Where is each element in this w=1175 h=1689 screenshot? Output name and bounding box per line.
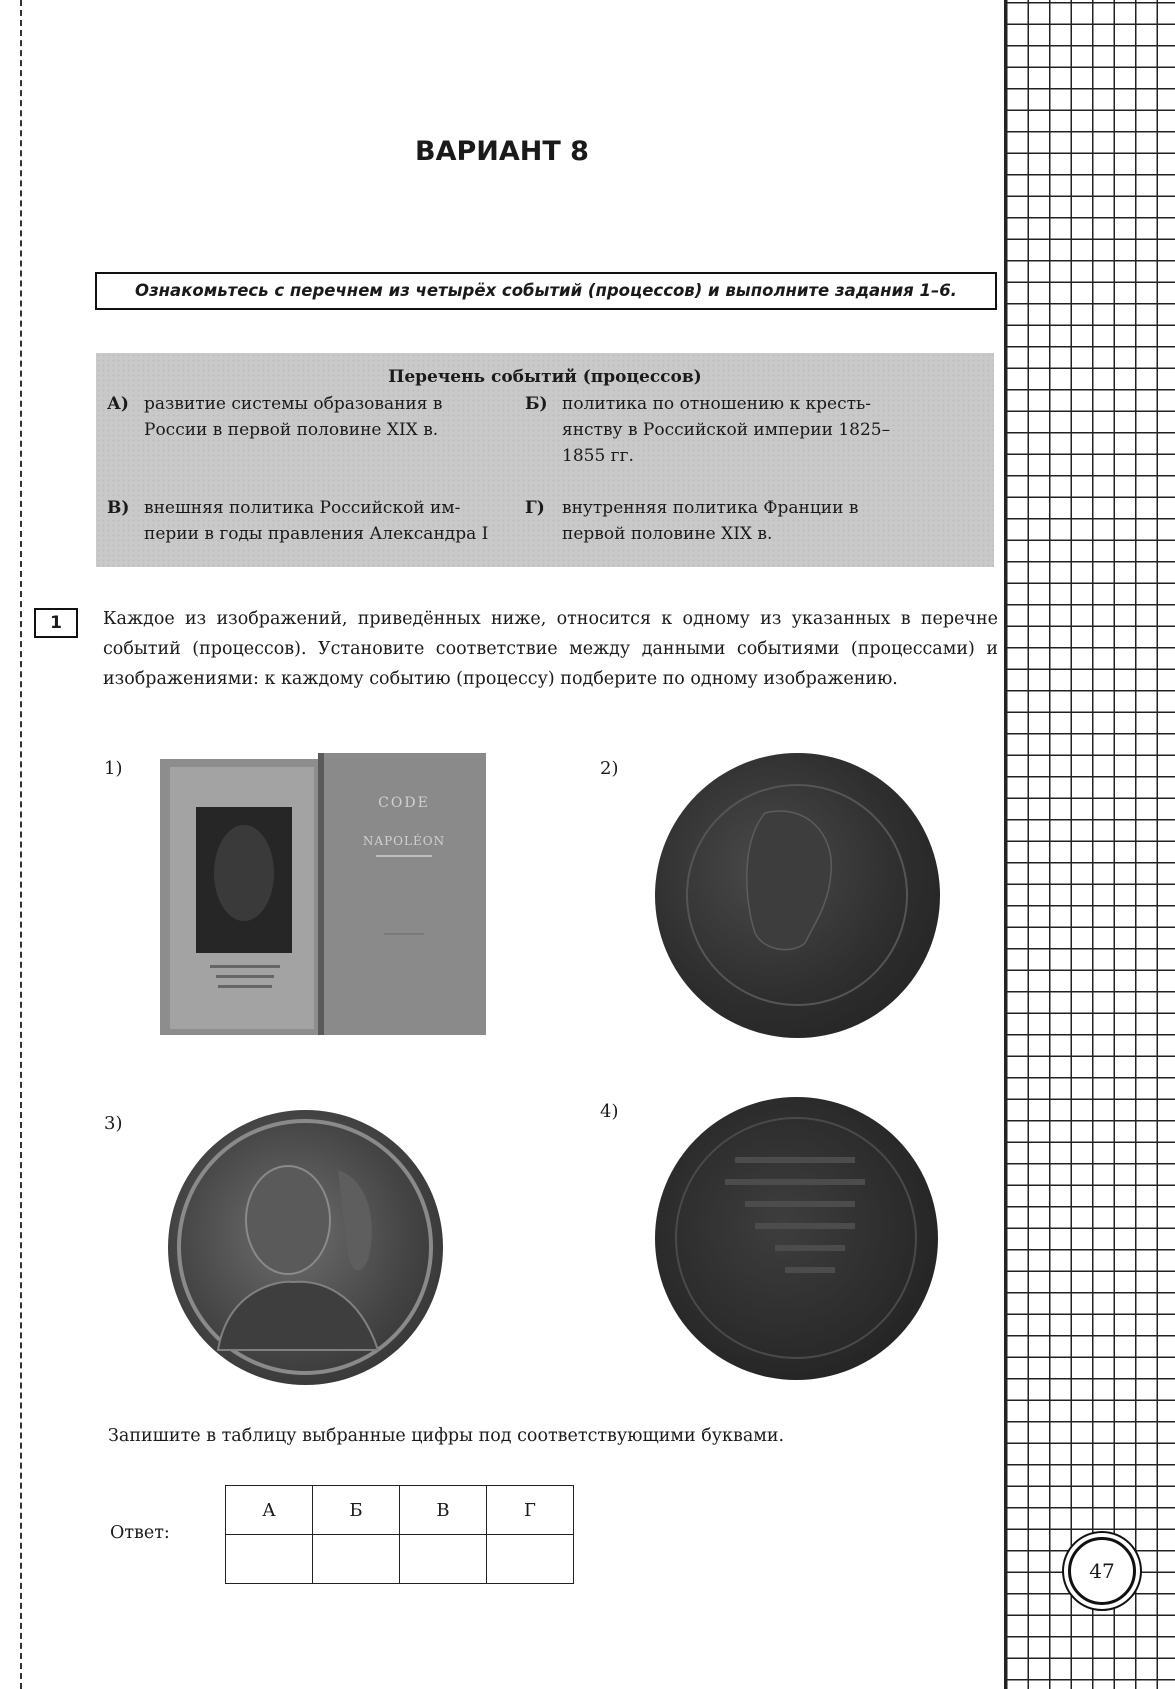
event-g [525, 495, 985, 555]
answer-grid [1004, 0, 1175, 1689]
answer-header-cell: Г [487, 1486, 574, 1535]
book-title-line: NAPOLÉON [362, 834, 446, 848]
code-napoleon-book-image [158, 753, 488, 1038]
medal-image-4 [655, 1097, 938, 1380]
event-v [107, 495, 527, 555]
event-line: перии в годы правления Александра I [144, 524, 489, 544]
image-label-3: 3) [104, 1113, 123, 1134]
answer-cell-g[interactable] [487, 1535, 574, 1584]
image-label-1: 1) [104, 758, 123, 779]
event-letter: В) [107, 498, 130, 518]
event-a [107, 391, 507, 451]
answer-header-cell: А [226, 1486, 313, 1535]
event-line: политика по отношению к кресть- [562, 394, 872, 414]
event-letter: Г) [525, 498, 545, 518]
medal-profile-icon [655, 753, 940, 1038]
event-line: развитие системы образования в [144, 394, 443, 414]
answer-cell-b[interactable] [313, 1535, 400, 1584]
answer-table [225, 1485, 574, 1584]
image-label-2: 2) [600, 758, 619, 779]
medal-image-2 [655, 753, 940, 1038]
event-line: первой половине XIX в. [562, 524, 773, 544]
answer-header-cell: Б [313, 1486, 400, 1535]
answer-label: Ответ: [110, 1523, 170, 1543]
book-title-line: CODE [378, 795, 430, 811]
medal-portrait-icon [168, 1110, 443, 1385]
event-line: России в первой половине XIX в. [144, 420, 439, 440]
page-number: 47 [1068, 1537, 1136, 1605]
answer-header-cell: В [400, 1486, 487, 1535]
variant-title: ВАРИАНТ 8 [415, 136, 589, 167]
events-title: Перечень событий (процессов) [388, 367, 702, 387]
answer-cell-v[interactable] [400, 1535, 487, 1584]
write-instruction: Запишите в таблицу выбранные цифры под соответствующими буквами. [108, 1426, 785, 1446]
task-text: Каждое из изображений, приведённых ниже, относится к одному из указанных в перечне событий (процессов). Установите соответствие между данными событиями (процессами) и изображениями: к каждому событию (процессу) подберите по одному изображению. [103, 609, 998, 689]
event-letter: А) [107, 394, 129, 414]
answer-header-row [226, 1486, 574, 1535]
medal-inscription-icon [655, 1097, 938, 1380]
answer-input-row [226, 1535, 574, 1584]
event-line: внешняя политика Российской им- [144, 498, 461, 518]
instruction-box: Ознакомьтесь с перечнем из четырёх событий (процессов) и выполните задания 1–6. [95, 272, 997, 310]
cut-line [20, 0, 22, 1689]
events-panel [96, 353, 994, 567]
image-label-4: 4) [600, 1101, 619, 1122]
event-line: 1855 гг. [562, 446, 634, 466]
event-letter: Б) [525, 394, 548, 414]
event-line: внутренняя политика Франции в [562, 498, 859, 518]
answer-cell-a[interactable] [226, 1535, 313, 1584]
event-b [525, 391, 985, 471]
task-number: 1 [34, 608, 78, 638]
medal-image-3 [168, 1110, 443, 1385]
event-line: янству в Российской империи 1825– [562, 420, 891, 440]
